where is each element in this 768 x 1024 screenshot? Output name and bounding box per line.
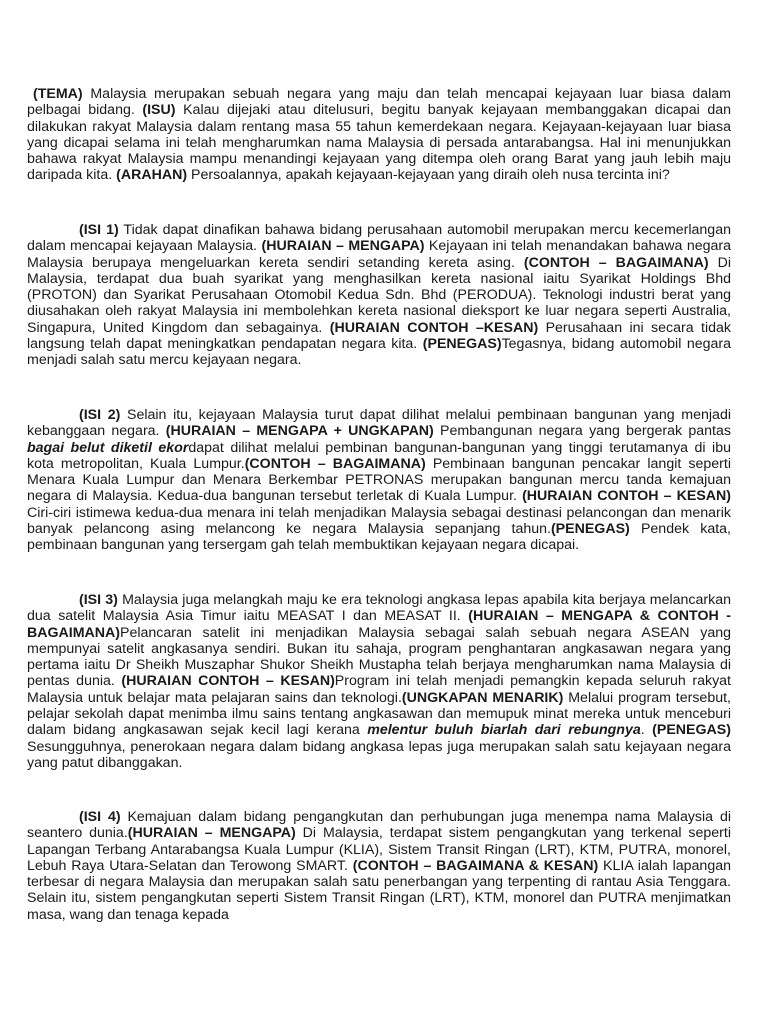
body-text: Pembinaan bangunan pencakar langit seperti Menara Kuala Lumpur dan Menara Berkembar PETRONAS merupakan bangunan mercu tanda kemajuan negara di Malaysia. Kedua-dua bangunan tersebut terletak di Kuala Lumpur.: [27, 455, 731, 505]
paragraph-intro: [27, 86, 731, 184]
body-text: Program ini telah menjadi pemangkin kepada seluruh rakyat Malaysia untuk belajar mata pelajaran sains dan teknologi.: [27, 673, 732, 706]
body-text: Tegasnya, bidang automobil negara menjadi salah satu mercu kejayaan negara.: [27, 336, 732, 369]
section-marker: (ISU): [142, 102, 176, 119]
body-text: Perusahaan ini secara tidak langsung telah dapat meningkatkan pendapatan negara kita.: [27, 319, 731, 353]
section-marker: (TEMA): [33, 86, 83, 102]
body-text: Kalau dijejaki atau ditelusuri, begitu banyak kejayaan membanggakan dicapai dan dilakukan rakyat Malaysia dalam rentang masa 55 tahun kemerdekaan negara. Kejayaan-kejayaan luar biasa yang dicapai selama ini telah mengharumkan nama Malaysia di persada antarabangsa. Hal ini menunjukkan bahawa rakyat Malaysia mampu menandingi kejayaan yang ditempa oleh orang Barat yang jauh lebih maju daripada kita.: [27, 102, 732, 184]
section-marker: (HURAIAN CONTOH –KESAN): [329, 319, 539, 336]
paragraph-isi-1: [27, 222, 731, 369]
section-marker: (PENEGAS): [652, 722, 731, 739]
section-marker: (ARAHAN): [116, 167, 188, 184]
body-text: Di Malaysia, terdapat sistem pengangkutan yang terkenal seperti Lapangan Terbang Antarabangsa Kuala Lumpur (KLIA), Sistem Transit Ringan (LRT), KTM, PUTRA, monorel, Lebuh Raya Utara-Selatan dan Terowong SMART.: [27, 825, 731, 874]
section-marker: (PENEGAS): [422, 336, 502, 353]
paragraph-isi-3: [27, 592, 731, 771]
body-text: Melalui program tersebut, pelajar sekolah dapat menimba ilmu sains tentang angkasawan dan memupuk minat mereka untuk menceburi dalam bidang angkasawan sejak kecil lagi kerana: [27, 689, 731, 739]
idiom-phrase: melentur buluh biarlah dari rebungnya: [367, 722, 641, 739]
section-marker: (CONTOH – BAGAIMANA & KESAN): [352, 857, 599, 874]
body-text: Pelancaran satelit ini menjadikan Malaysia sebagai salah sebuah negara ASEAN yang mempunyai satelit angkasanya sendiri. Bukan itu sahaja, program penghantaran angkasawan negara yang pertama iaitu Dr Sheikh Muszaphar Shukor Sheikh Mustapha telah berjaya mengharumkan nama Malaysia di pentas dunia.: [27, 624, 731, 690]
body-text: Malaysia juga melangkah maju ke era teknologi angkasa lepas apabila kita berjaya melancarkan dua satelit Malaysia Asia Timur iaitu MEASAT I dan MEASAT II.: [27, 592, 731, 625]
section-marker: (HURAIAN CONTOH – KESAN): [121, 673, 335, 690]
body-text: dapat dilihat melalui pembinan bangunan-bangunan yang tinggi terutamanya di ibu kota metropolitan, Kuala Lumpur.: [27, 439, 731, 472]
body-text: Kejayaan ini telah menandakan bahawa negara Malaysia berupaya mengeluarkan kereta sendiri setanding kereta asing.: [27, 238, 731, 271]
section-marker: (PENEGAS): [550, 521, 630, 538]
section-marker: (HURAIAN – MENGAPA + UNGKAPAN): [165, 423, 434, 440]
section-marker: (ISI 4): [79, 809, 121, 825]
section-marker: (HURAIAN – MENGAPA): [127, 825, 296, 842]
body-text: Ciri-ciri istimewa kedua-dua menara ini telah menjadikan Malaysia sebagai destinasi pelancongan dan menarik banyak pelancong asing melancong ke negara Malaysia sepanjang tahun.: [27, 504, 731, 538]
section-marker: (HURAIAN – MENGAPA & CONTOH - BAGAIMANA): [27, 608, 731, 641]
body-text: Selain itu, kejayaan Malaysia turut dapat dilihat melalui pembinaan bangunan yang menjadi kebanggaan negara.: [27, 407, 731, 440]
section-marker: (ISI 2): [79, 407, 121, 423]
body-text: Di Malaysia, terdapat dua buah syarikat yang menghasilkan kereta nasional iaitu Syarikat Holdings Bhd (PROTON) dan Syarikat Perusahaan Otomobil Kedua Sdn. Bhd (PERODUA). Teknologi industri berat yang diusahakan oleh rakyat Malaysia ini membolehkan kereta nasional dieksport ke luar negara seperti Australia, Singapura, United Kingdom dan sebagainya.: [27, 254, 731, 336]
body-text: Kemajuan dalam bidang pengangkutan dan perhubungan juga menempa nama Malaysia di seantero dunia.: [27, 809, 731, 842]
section-marker: (ISI 3): [79, 592, 118, 608]
body-text: Pendek kata, pembinaan bangunan yang tersergam gah telah membuktikan kejayaan negara dicapai.: [27, 521, 731, 554]
paragraph-isi-2: [27, 407, 731, 554]
body-text: Persoalannya, apakah kejayaan-kejayaan yang diraih oleh nusa tercinta ini?: [187, 167, 670, 184]
body-text: Sesungguhnya, penerokaan negara dalam bidang angkasa lepas juga merupakan salah satu kejayaan negara yang patut dibanggakan.: [27, 738, 731, 771]
body-text: KLIA ialah lapangan terbesar di negara Malaysia dan merupakan salah satu penerbangan yang terpenting di rantau Asia Tenggara. Selain itu, sistem pengangkutan seperti Sistem Transit Ringan (LRT), KTM, monorel dan PUTRA menjimatkan masa, wang dan tenaga kepada: [27, 857, 731, 923]
section-marker: (UNGKAPAN MENARIK): [401, 689, 564, 706]
idiom-phrase: bagai belut diketil ekor: [27, 439, 189, 456]
section-marker: (CONTOH – BAGAIMANA): [244, 455, 426, 472]
section-marker: (ISI 1): [79, 222, 119, 238]
body-text: Pembangunan negara yang bergerak pantas: [433, 423, 731, 440]
paragraph-isi-4: [27, 809, 731, 923]
body-text: Malaysia merupakan sebuah negara yang maju dan telah mencapai kejayaan luar biasa dalam pelbagai bidang.: [27, 86, 731, 119]
body-text: .: [640, 722, 653, 739]
section-marker: (HURAIAN CONTOH – KESAN): [522, 488, 731, 505]
section-marker: (CONTOH – BAGAIMANA): [523, 254, 709, 271]
body-text: Tidak dapat dinafikan bahawa bidang perusahaan automobil merupakan mercu kecemerlangan dalam mencapai kejayaan Malaysia.: [27, 222, 731, 255]
section-marker: (HURAIAN – MENGAPA): [261, 238, 425, 255]
